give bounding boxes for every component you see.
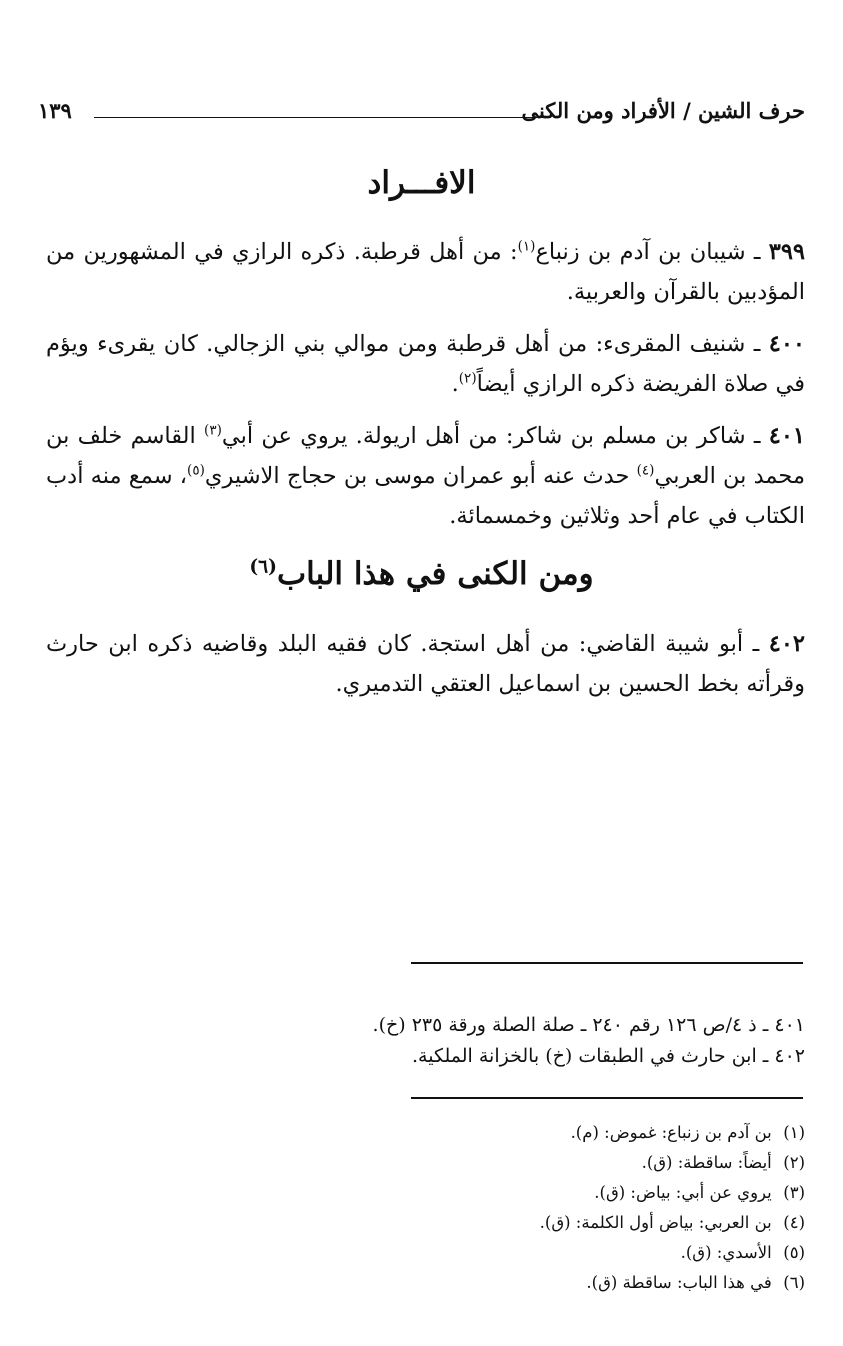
entry-number: ٣٩٩	[768, 239, 806, 265]
footnote-number: (٤)	[783, 1213, 805, 1232]
entry-400	[46, 324, 805, 404]
entry-text: : من أهل قرطبة. ذكره الرازي في المشهورين من المؤدبين بالقرآن والعربية.	[46, 239, 805, 305]
entry-399	[46, 232, 805, 312]
footnote-ref: (٢)	[458, 370, 477, 387]
entry-text: ـ شيبان بن آدم بن زنباع	[535, 239, 769, 265]
footnote-item	[38, 1178, 805, 1208]
header-title: حرف الشين / الأفراد ومن الكنى	[521, 98, 805, 123]
footnote-number: (٢)	[783, 1153, 805, 1172]
footnotes-rule	[411, 1097, 803, 1099]
variant-note: ٤٠١ ـ ذ ٤/ص ١٢٦ رقم ٢٤٠ ـ صلة الصلة ورقة ٢٣٥ (خ).	[372, 1014, 805, 1036]
footnote-text: بن آدم بن زنباع: غموض: (م).	[570, 1123, 772, 1142]
footnote-number: (٦)	[783, 1273, 805, 1292]
footnote-item	[38, 1238, 805, 1268]
entry-text: القاسم خلف بن محمد بن العربي	[46, 423, 806, 489]
footnote-text: بن العربي: بياض أول الكلمة: (ق).	[539, 1213, 772, 1232]
page-number: ١٣٩	[38, 98, 72, 123]
footnote-text: أيضاً: ساقطة: (ق).	[641, 1153, 772, 1172]
footnote-ref: (٣)	[204, 422, 222, 439]
footnotes	[38, 1118, 805, 1298]
footnote-item	[38, 1268, 805, 1298]
section-heading-afrad: الافـــراد	[367, 165, 476, 201]
entry-text: حدث عنه أبو عمران موسى بن حجاج الاشيري	[204, 463, 637, 489]
footnote-ref: (٦)	[249, 556, 277, 578]
entry-text: ـ شنيف المقرىء: من أهل قرطبة ومن موالي بني الزجالي. كان يقرىء ويؤم في صلاة الفريضة ذكره الرازي أيضاً	[46, 331, 805, 397]
entry-number: ٤٠١	[768, 423, 805, 449]
variant-note: ٤٠٢ ـ ابن حارث في الطبقات (خ) بالخزانة الملكية.	[412, 1045, 805, 1067]
footnote-text: في هذا الباب: ساقطة (ق).	[586, 1273, 772, 1292]
footnote-number: (٥)	[783, 1243, 805, 1262]
entry-text: .	[451, 371, 459, 397]
entry-number: ٤٠٠	[768, 331, 805, 357]
running-header	[38, 92, 805, 132]
footnote-text: الأسدي: (ق).	[680, 1243, 772, 1262]
entry-text: ، سمع منه أدب الكتاب في عام أحد وثلاثين وخمسمائة.	[46, 463, 805, 529]
entry-text: ـ شاكر بن مسلم بن شاكر: من أهل اريولة. يروي عن أبي	[221, 423, 769, 449]
footnote-ref: (٤)	[636, 462, 655, 479]
footnote-number: (١)	[783, 1123, 805, 1142]
footnote-item	[38, 1148, 805, 1178]
header-rule	[94, 117, 543, 118]
variant-notes-rule	[411, 962, 803, 964]
footnote-item	[38, 1208, 805, 1238]
footnote-number: (٣)	[783, 1183, 805, 1202]
footnote-text: يروي عن أبي: بياض: (ق).	[594, 1183, 772, 1202]
section-heading-text: ومن الكنى في هذا الباب	[276, 556, 594, 592]
entry-text: ـ أبو شيبة القاضي: من أهل استجة. كان فقيه البلد وقاضيه ذكره ابن حارث وقرأته بخط الحسين بن اسماعيل العتقي التدميري.	[46, 631, 805, 697]
section-heading-kuna	[0, 556, 843, 592]
footnote-item	[38, 1118, 805, 1148]
footnote-ref: (٥)	[187, 462, 205, 479]
entry-402	[46, 624, 805, 704]
footnote-ref: (١)	[517, 238, 536, 255]
entry-401	[46, 416, 805, 536]
variant-notes	[38, 1010, 805, 1072]
entry-number: ٤٠٢	[768, 631, 805, 657]
